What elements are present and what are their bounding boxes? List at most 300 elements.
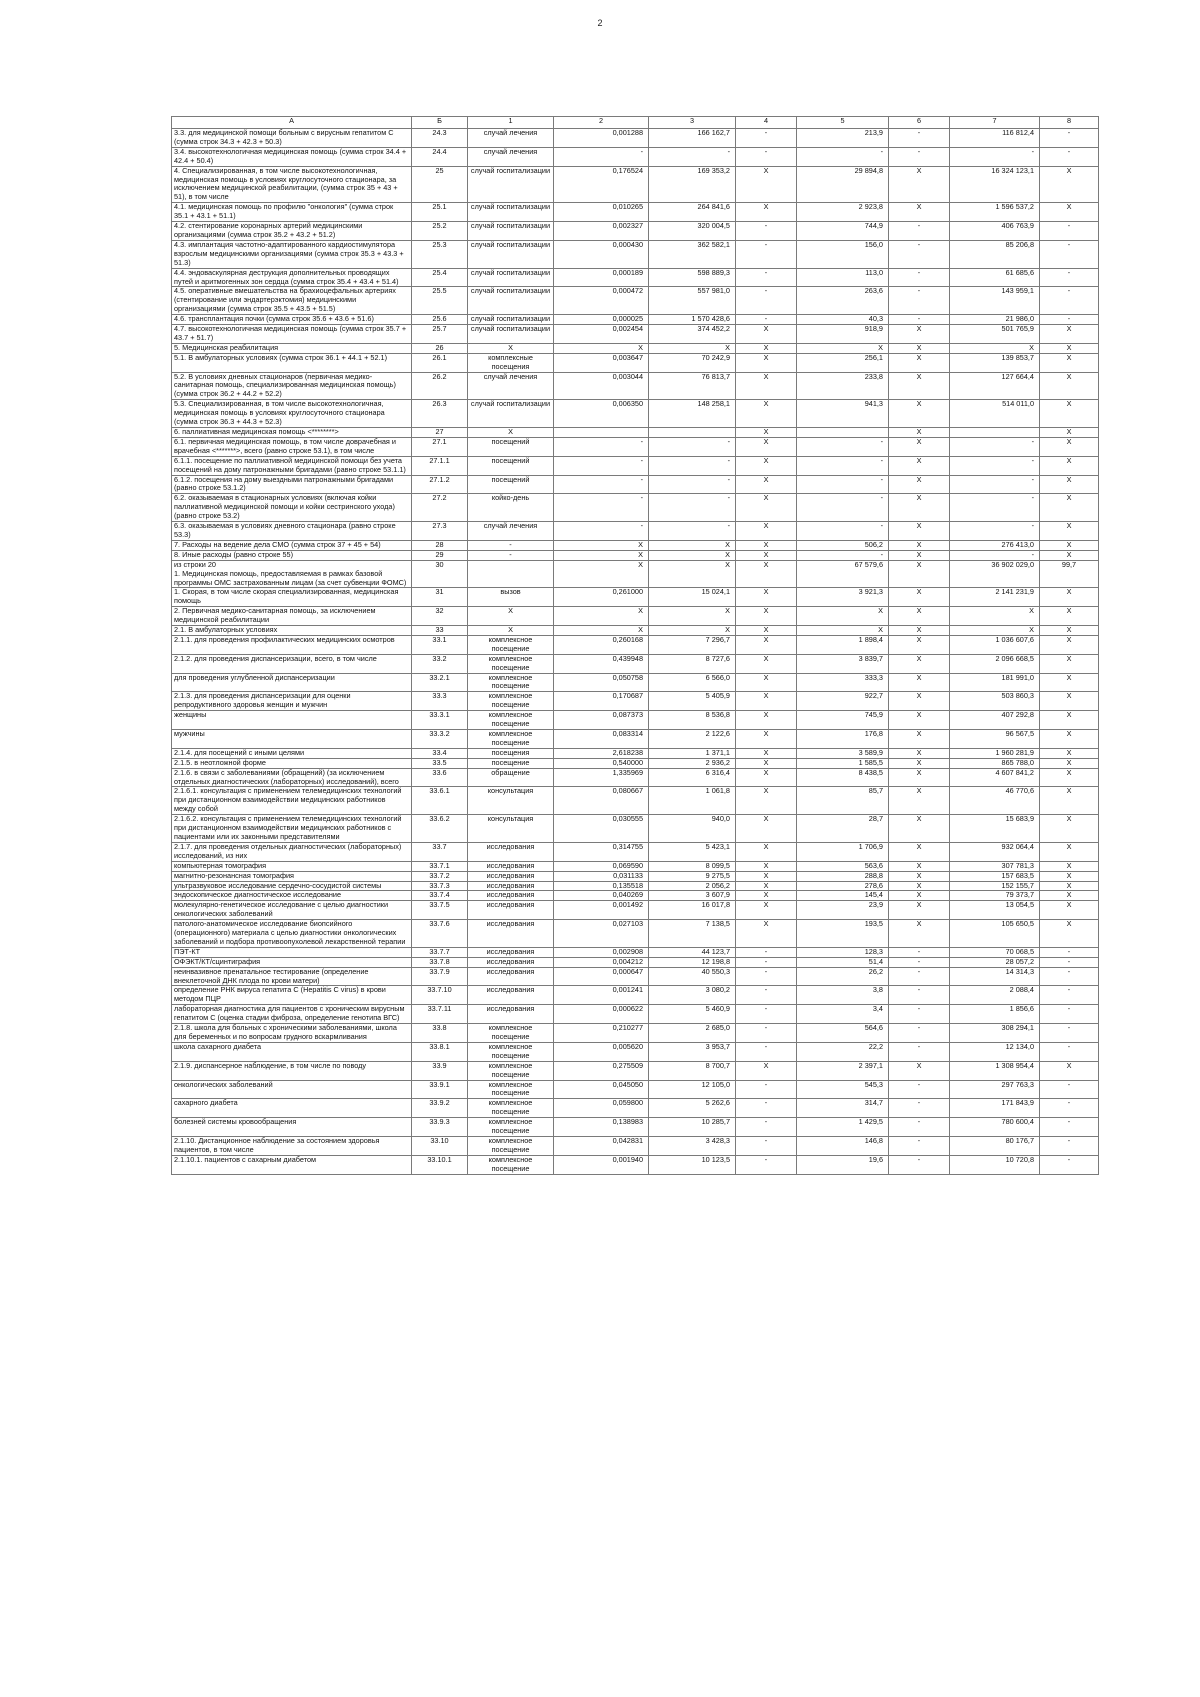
table-cell: X <box>649 343 736 353</box>
table-cell: 8 536,8 <box>649 711 736 730</box>
table-cell: X <box>1040 607 1099 626</box>
row-code: 33.7.2 <box>412 871 468 881</box>
table-cell: - <box>649 522 736 541</box>
table-cell: 6 316,4 <box>649 768 736 787</box>
table-cell: 1 570 428,6 <box>649 315 736 325</box>
table-row <box>172 1042 1099 1061</box>
table-row <box>172 353 1099 372</box>
table-cell: - <box>468 550 554 560</box>
table-row <box>172 522 1099 541</box>
table-row <box>172 1061 1099 1080</box>
table-cell: 6 566,0 <box>649 673 736 692</box>
table-cell: X <box>1040 815 1099 843</box>
table-cell: 932 064,4 <box>950 842 1040 861</box>
row-label: 1. Скорая, в том числе скорая специализированная, медицинская помощь <box>172 588 412 607</box>
row-code: 27.3 <box>412 522 468 541</box>
table-cell: - <box>554 437 649 456</box>
column-header: 2 <box>554 117 649 129</box>
table-cell: X <box>1040 711 1099 730</box>
table-cell: - <box>889 315 950 325</box>
row-label: лабораторная диагностика для пациентов с хроническим вирусным гепатитом С (оценка стадии фиброза, определение генотипа ВГС) <box>172 1005 412 1024</box>
table-cell: 0,059800 <box>554 1099 649 1118</box>
table-cell: 166 162,7 <box>649 129 736 148</box>
table-cell: X <box>1040 842 1099 861</box>
row-code: 27.1 <box>412 437 468 456</box>
table-cell: - <box>889 967 950 986</box>
table-cell: 0,030555 <box>554 815 649 843</box>
table-cell: X <box>736 842 797 861</box>
table-cell: X <box>649 540 736 550</box>
table-row <box>172 475 1099 494</box>
table-cell: 314,7 <box>797 1099 889 1118</box>
column-header: 3 <box>649 117 736 129</box>
table-cell: X <box>889 437 950 456</box>
table-cell: 1 061,8 <box>649 787 736 815</box>
table-cell: X <box>1040 166 1099 203</box>
table-row <box>172 871 1099 881</box>
table-cell: 0,004212 <box>554 957 649 967</box>
table-cell: X <box>1040 871 1099 881</box>
table-cell: X <box>889 560 950 588</box>
row-code: 26.3 <box>412 400 468 428</box>
table-cell: X <box>1040 673 1099 692</box>
row-label: 2.1.8. школа для больных с хроническими заболеваниями, школа для беременных и по вопросам грудного вскармливания <box>172 1024 412 1043</box>
table-cell: 308 294,1 <box>950 1024 1040 1043</box>
row-label: определение РНК вируса гепатита С (Hepatitis C virus) в крови методом ПЦР <box>172 986 412 1005</box>
table-cell: 1 898,4 <box>797 635 889 654</box>
table-cell: X <box>889 891 950 901</box>
row-code: 33.10 <box>412 1136 468 1155</box>
table-cell: 0,000430 <box>554 240 649 268</box>
row-code: 33.6 <box>412 768 468 787</box>
table-cell: X <box>1040 588 1099 607</box>
row-label: 4.3. имплантация частотно-адаптированного кардиостимулятора взрослым медицинскими организациями (сумма строк 35.3 + 43.3 + 51.3) <box>172 240 412 268</box>
table-cell: - <box>649 456 736 475</box>
table-cell: X <box>1040 550 1099 560</box>
table-row <box>172 861 1099 871</box>
table-row <box>172 692 1099 711</box>
table-cell: 146,8 <box>797 1136 889 1155</box>
row-code: 33.6.1 <box>412 787 468 815</box>
row-label: школа сахарного диабета <box>172 1042 412 1061</box>
row-code: 33.8.1 <box>412 1042 468 1061</box>
table-row <box>172 456 1099 475</box>
table-cell: - <box>950 437 1040 456</box>
row-label: 2.1.5. в неотложной форме <box>172 758 412 768</box>
table-cell: 918,9 <box>797 325 889 344</box>
row-label: 7. Расходы на ведение дела СМО (сумма строк 37 + 45 + 54) <box>172 540 412 550</box>
table-cell: случай госпитализации <box>468 400 554 428</box>
table-cell: X <box>1040 861 1099 871</box>
table-cell: 171 843,9 <box>950 1099 1040 1118</box>
table-cell: - <box>649 475 736 494</box>
table-cell: 70 242,9 <box>649 353 736 372</box>
table-cell: X <box>736 560 797 588</box>
row-label: 5.1. В амбулаторных условиях (сумма строк 36.1 + 44.1 + 52.1) <box>172 353 412 372</box>
row-label: 2.1.1. для проведения профилактических медицинских осмотров <box>172 635 412 654</box>
table-cell: 213,9 <box>797 129 889 148</box>
table-cell: - <box>1040 1118 1099 1137</box>
table-cell: X <box>889 353 950 372</box>
table-cell: X <box>889 861 950 871</box>
table-cell: 0,003044 <box>554 372 649 400</box>
table-cell: - <box>736 287 797 315</box>
table-cell: посещений <box>468 437 554 456</box>
row-label: 3.3. для медицинской помощи больным с вирусным гепатитом С (сумма строк 34.3 + 42.3 + 50.3) <box>172 129 412 148</box>
table-cell: - <box>736 1080 797 1099</box>
table-cell: 21 986,0 <box>950 315 1040 325</box>
table-cell: X <box>1040 730 1099 749</box>
table-cell: X <box>889 815 950 843</box>
table-cell: 2 096 668,5 <box>950 654 1040 673</box>
table-cell: 67 579,6 <box>797 560 889 588</box>
row-code: 33.3.2 <box>412 730 468 749</box>
table-cell: 0,000647 <box>554 967 649 986</box>
table-cell: 8 700,7 <box>649 1061 736 1080</box>
table-cell: X <box>889 730 950 749</box>
row-code: 33.7 <box>412 842 468 861</box>
table-cell: X <box>950 343 1040 353</box>
table-cell: X <box>736 768 797 787</box>
table-cell: - <box>797 456 889 475</box>
table-cell: 501 765,9 <box>950 325 1040 344</box>
table-row <box>172 550 1099 560</box>
table-cell: 193,5 <box>797 920 889 948</box>
row-label: магнитно-резонансная томография <box>172 871 412 881</box>
table-cell: комплексное посещение <box>468 1099 554 1118</box>
table-row <box>172 1155 1099 1174</box>
table-row <box>172 222 1099 241</box>
table-cell: исследования <box>468 967 554 986</box>
row-label: 2.1.6. в связи с заболеваниями (обращений) (за исключением отдельных диагностических (лабораторных) исследований), всего <box>172 768 412 787</box>
row-code: 25.1 <box>412 203 468 222</box>
table-cell: - <box>649 437 736 456</box>
table-cell <box>468 560 554 588</box>
table-cell: 1 856,6 <box>950 1005 1040 1024</box>
row-label: женщины <box>172 711 412 730</box>
table-cell: 233,8 <box>797 372 889 400</box>
table-cell: 2 685,0 <box>649 1024 736 1043</box>
table-cell: - <box>736 147 797 166</box>
table-cell: X <box>889 166 950 203</box>
table-cell: 143 959,1 <box>950 287 1040 315</box>
table-cell: - <box>889 222 950 241</box>
table-cell: X <box>1040 522 1099 541</box>
table-row <box>172 129 1099 148</box>
row-code: 33.9.2 <box>412 1099 468 1118</box>
table-cell: - <box>554 494 649 522</box>
table-cell: 0,135518 <box>554 881 649 891</box>
table-cell: 22,2 <box>797 1042 889 1061</box>
table-cell: - <box>889 1080 950 1099</box>
table-cell: X <box>736 494 797 522</box>
table-cell: - <box>1040 957 1099 967</box>
table-cell: 2 397,1 <box>797 1061 889 1080</box>
table-cell: - <box>736 1099 797 1118</box>
table-cell: 2 056,2 <box>649 881 736 891</box>
row-code: 33 <box>412 626 468 636</box>
table-cell: случай госпитализации <box>468 203 554 222</box>
table-cell: 76 813,7 <box>649 372 736 400</box>
table-cell: - <box>1040 129 1099 148</box>
table-cell: 23,9 <box>797 901 889 920</box>
table-cell: 16 324 123,1 <box>950 166 1040 203</box>
row-code: 29 <box>412 550 468 560</box>
table-cell: X <box>1040 626 1099 636</box>
table-cell: X <box>889 881 950 891</box>
table-cell: 1 585,5 <box>797 758 889 768</box>
row-label: 8. Иные расходы (равно строке 55) <box>172 550 412 560</box>
row-label: 4.4. эндоваскулярная деструкция дополнительных проводящих путей и аритмогенных зон сердца (сумма строк 35.4 + 43.4 + 51.4) <box>172 268 412 287</box>
table-cell: 407 292,8 <box>950 711 1040 730</box>
table-cell: 0,000025 <box>554 315 649 325</box>
table-cell: X <box>736 550 797 560</box>
table-cell: - <box>889 1024 950 1043</box>
row-label: ОФЭКТ/КТ/сцинтиграфия <box>172 957 412 967</box>
table-cell: - <box>1040 222 1099 241</box>
table-cell: 2 936,2 <box>649 758 736 768</box>
table-cell: комплексное посещение <box>468 654 554 673</box>
table-cell: 127 664,4 <box>950 372 1040 400</box>
table-row <box>172 494 1099 522</box>
table-cell: исследования <box>468 920 554 948</box>
row-code: 27.1.1 <box>412 456 468 475</box>
table-cell: 128,3 <box>797 947 889 957</box>
table-cell: 0,083314 <box>554 730 649 749</box>
table-cell: комплексное посещение <box>468 1080 554 1099</box>
row-label: 4.1. медицинская помощь по профилю "онкология" (сумма строк 35.1 + 43.1 + 51.1) <box>172 203 412 222</box>
table-cell: X <box>1040 920 1099 948</box>
row-label: 6.1.1. посещение по паллиативной медицинской помощи без учета посещений на дому патронажными бригадами (равно строке 53.1.1) <box>172 456 412 475</box>
table-cell: - <box>889 287 950 315</box>
table-cell: X <box>1040 475 1099 494</box>
row-label: 6.2. оказываемая в стационарных условиях (включая койки паллиативной медицинской помощи и койки сестринского ухода) (равно строке 53.2) <box>172 494 412 522</box>
table-cell: 0,275509 <box>554 1061 649 1080</box>
table-cell: 4 607 841,2 <box>950 768 1040 787</box>
table-cell: 780 600,4 <box>950 1118 1040 1137</box>
table-cell: - <box>736 967 797 986</box>
table-cell: - <box>889 129 950 148</box>
table-cell: X <box>1040 654 1099 673</box>
table-row <box>172 560 1099 588</box>
table-cell: 557 981,0 <box>649 287 736 315</box>
row-code: 33.1 <box>412 635 468 654</box>
table-cell: 3 921,3 <box>797 588 889 607</box>
table-cell: посещения <box>468 748 554 758</box>
table-cell: 3 080,2 <box>649 986 736 1005</box>
table-row <box>172 325 1099 344</box>
table-cell: X <box>1040 748 1099 758</box>
table-cell: - <box>468 540 554 550</box>
table-cell: 61 685,6 <box>950 268 1040 287</box>
row-code: 31 <box>412 588 468 607</box>
row-label: 2.1.6.1. консультация с применением телемедицинских технологий при дистанционном взаимодействии медицинских работников между собой <box>172 787 412 815</box>
table-cell: исследования <box>468 891 554 901</box>
table-row <box>172 842 1099 861</box>
table-cell: 0,001492 <box>554 901 649 920</box>
table-cell: 0,050758 <box>554 673 649 692</box>
table-row <box>172 1080 1099 1099</box>
column-header: 1 <box>468 117 554 129</box>
column-header: 6 <box>889 117 950 129</box>
table-row <box>172 626 1099 636</box>
table-cell: исследования <box>468 901 554 920</box>
table-cell: случай госпитализации <box>468 287 554 315</box>
table-cell: 5 423,1 <box>649 842 736 861</box>
table-cell: 1 036 607,6 <box>950 635 1040 654</box>
table-cell: X <box>736 748 797 758</box>
row-code: 25.4 <box>412 268 468 287</box>
row-code: 33.9.3 <box>412 1118 468 1137</box>
table-cell: X <box>1040 768 1099 787</box>
table-cell: 12 198,8 <box>649 957 736 967</box>
table-cell: X <box>736 881 797 891</box>
table-cell: X <box>554 540 649 550</box>
row-code: 27 <box>412 428 468 438</box>
table-cell: - <box>736 240 797 268</box>
table-cell: посещение <box>468 758 554 768</box>
row-label: 2.1.10.1. пациентов с сахарным диабетом <box>172 1155 412 1174</box>
table-cell: - <box>889 1155 950 1174</box>
table-cell: 26,2 <box>797 967 889 986</box>
table-row <box>172 967 1099 986</box>
table-cell: X <box>1040 881 1099 891</box>
table-cell: X <box>1040 891 1099 901</box>
table-cell: X <box>736 372 797 400</box>
row-code: 26.2 <box>412 372 468 400</box>
row-label: молекулярно-генетическое исследование с целью диагностики онкологических заболеваний <box>172 901 412 920</box>
row-code: 25.3 <box>412 240 468 268</box>
table-row <box>172 815 1099 843</box>
table-cell: X <box>649 550 736 560</box>
table-row <box>172 240 1099 268</box>
table-cell: 0,027103 <box>554 920 649 948</box>
table-cell: X <box>1040 325 1099 344</box>
table-cell: X <box>1040 400 1099 428</box>
table-cell: 0,001241 <box>554 986 649 1005</box>
table-cell: - <box>797 494 889 522</box>
table-cell: - <box>554 456 649 475</box>
table-cell: X <box>889 635 950 654</box>
table-row <box>172 654 1099 673</box>
table-cell: X <box>889 711 950 730</box>
table-cell: 0,003647 <box>554 353 649 372</box>
table-cell: - <box>1040 947 1099 957</box>
table-row <box>172 588 1099 607</box>
table-cell: X <box>889 550 950 560</box>
table-cell: - <box>950 550 1040 560</box>
row-label: ультразвуковое исследование сердечно-сосудистой системы <box>172 881 412 891</box>
table-cell: комплексное посещение <box>468 711 554 730</box>
table-cell: X <box>736 787 797 815</box>
table-cell: 1 429,5 <box>797 1118 889 1137</box>
table-cell: - <box>1040 240 1099 268</box>
table-cell: - <box>554 522 649 541</box>
row-label: компьютерная томография <box>172 861 412 871</box>
table-cell: 2,618238 <box>554 748 649 758</box>
table-cell: - <box>797 437 889 456</box>
table-cell: X <box>468 343 554 353</box>
table-cell: 85 206,8 <box>950 240 1040 268</box>
table-cell: X <box>889 343 950 353</box>
row-code: 33.9.1 <box>412 1080 468 1099</box>
table-cell: 169 353,2 <box>649 166 736 203</box>
table-cell: X <box>889 325 950 344</box>
table-cell: 865 788,0 <box>950 758 1040 768</box>
table-cell: 10 123,5 <box>649 1155 736 1174</box>
row-label: 6. паллиативная медицинская помощь <********> <box>172 428 412 438</box>
table-cell: - <box>797 522 889 541</box>
row-label: 6.1.2. посещения на дому выездными патронажными бригадами (равно строке 53.1.2) <box>172 475 412 494</box>
table-cell: - <box>1040 1042 1099 1061</box>
table-cell: 333,3 <box>797 673 889 692</box>
table-cell: X <box>468 428 554 438</box>
table-cell: X <box>1040 1061 1099 1080</box>
table-cell: 3 589,9 <box>797 748 889 758</box>
table-row <box>172 1005 1099 1024</box>
table-cell: 0,042831 <box>554 1136 649 1155</box>
table-cell: X <box>889 400 950 428</box>
table-cell: 0,045050 <box>554 1080 649 1099</box>
table-row <box>172 1136 1099 1155</box>
table-cell: 1 960 281,9 <box>950 748 1040 758</box>
row-code: 33.10.1 <box>412 1155 468 1174</box>
row-code: 33.5 <box>412 758 468 768</box>
table-cell: X <box>889 920 950 948</box>
table-cell: комплексное посещение <box>468 730 554 749</box>
table-cell: 139 853,7 <box>950 353 1040 372</box>
table-cell: 7 138,5 <box>649 920 736 948</box>
table-cell: обращение <box>468 768 554 787</box>
table-cell: 85,7 <box>797 787 889 815</box>
table-cell: - <box>797 147 889 166</box>
table-cell: 5 405,9 <box>649 692 736 711</box>
table-cell: 0,002327 <box>554 222 649 241</box>
table-cell: - <box>797 475 889 494</box>
table-cell <box>950 428 1040 438</box>
table-cell: 0,138983 <box>554 1118 649 1137</box>
row-label: 4. Специализированная, в том числе высокотехнологичная, медицинская помощь в условиях круглосуточного стационара, за исключением медицинской реабилитации, (сумма строк 35 + 43 + 51), в том числе <box>172 166 412 203</box>
table-cell: X <box>736 635 797 654</box>
table-cell: - <box>736 315 797 325</box>
table-row <box>172 428 1099 438</box>
table-cell: 10 720,8 <box>950 1155 1040 1174</box>
table-cell: случай лечения <box>468 372 554 400</box>
table-cell: 8 099,5 <box>649 861 736 871</box>
table-cell: исследования <box>468 881 554 891</box>
table-row <box>172 1099 1099 1118</box>
table-cell: - <box>649 147 736 166</box>
table-cell <box>554 428 649 438</box>
table-cell: 8 438,5 <box>797 768 889 787</box>
row-code: 33.2 <box>412 654 468 673</box>
table-cell: X <box>889 871 950 881</box>
row-code: 33.7.8 <box>412 957 468 967</box>
row-code: 33.4 <box>412 748 468 758</box>
table-cell: X <box>889 842 950 861</box>
row-label: 2.1.2. для проведения диспансеризации, всего, в том числе <box>172 654 412 673</box>
row-code: 33.7.11 <box>412 1005 468 1024</box>
table-row <box>172 711 1099 730</box>
table-cell: случай лечения <box>468 147 554 166</box>
table-cell: X <box>889 522 950 541</box>
table-cell: 362 582,1 <box>649 240 736 268</box>
table-cell: - <box>1040 147 1099 166</box>
table-cell: 176,8 <box>797 730 889 749</box>
table-cell: X <box>889 901 950 920</box>
table-cell: 503 860,3 <box>950 692 1040 711</box>
table-cell: 406 763,9 <box>950 222 1040 241</box>
